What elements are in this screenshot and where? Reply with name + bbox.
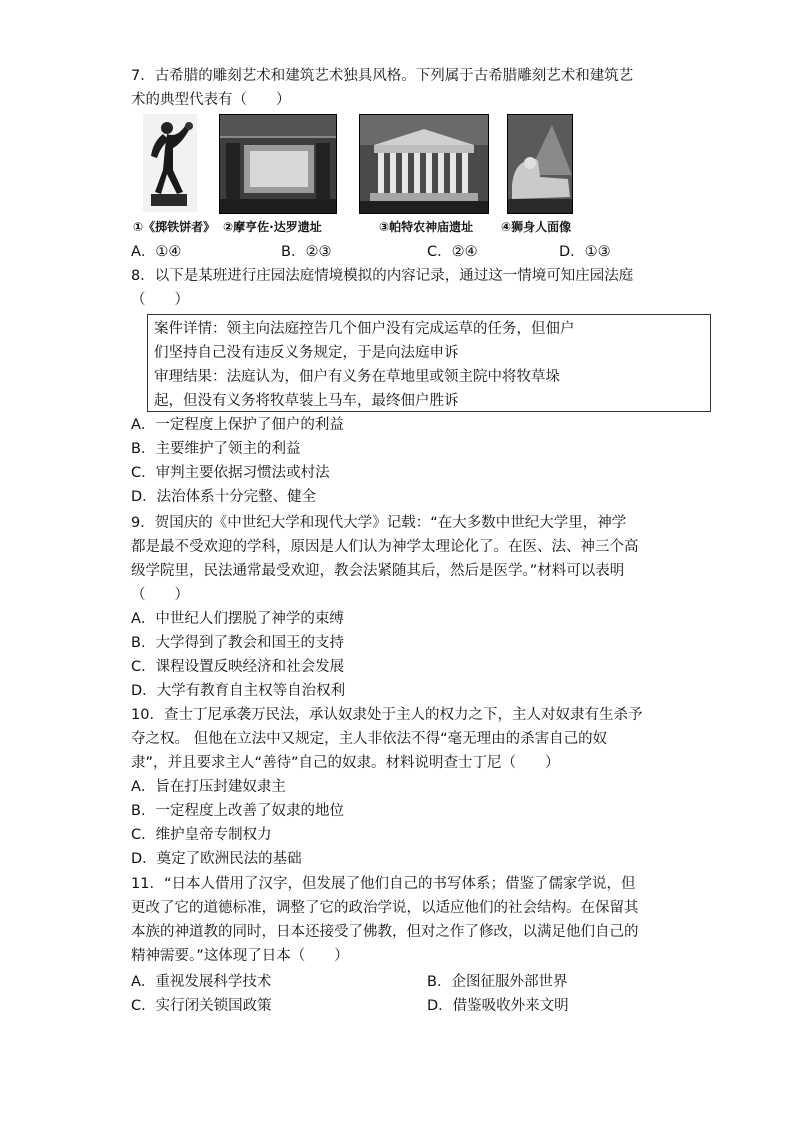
question-9-option-a[interactable]: A．中世纪人们摆脱了神学的束缚	[131, 611, 344, 627]
question-11-stem-line-1: 11．“日本人借用了汉字，但发展了他们自己的书写体系；借鉴了儒家学说，但	[131, 876, 636, 892]
question-9-options	[131, 607, 671, 703]
question-8-stem	[131, 264, 671, 312]
question-7-option-c[interactable]: C．②④	[427, 244, 478, 260]
question-8-option-b[interactable]: B．主要维护了领主的利益	[131, 441, 301, 457]
question-9-stem	[131, 511, 671, 607]
question-7-option-d[interactable]: D．①③	[559, 244, 611, 260]
question-8-option-a[interactable]: A．一定程度上保护了佃户的利益	[131, 417, 344, 433]
question-8-option-d[interactable]: D．法治体系十分完整、健全	[131, 489, 317, 505]
question-9-stem-line-4: （ ）	[131, 587, 189, 603]
caption-mohenjo-daro: ②摩亨佐·达罗遗址	[223, 220, 322, 234]
question-10-stem-line-1: 10．查士丁尼承袭万民法，承认奴隶处于主人的权力之下，主人对奴隶有生杀予	[131, 707, 643, 723]
question-11-stem-line-2: 更改了它的道德标准，调整了它的政治学说，以适应他们的社会结构。在保留其	[131, 900, 639, 916]
question-10-option-a[interactable]: A．旨在打压封建奴隶主	[131, 779, 286, 795]
question-10-option-d[interactable]: D．奠定了欧洲民法的基础	[131, 851, 302, 867]
question-10-stem-line-2: 夺之权。 但他在立法中又规定，主人非依法不得“毫无理由的杀害自己的奴	[131, 731, 608, 747]
material-line-4: 起，但没有义务将牧草装上马车，最终佃户胜诉	[154, 393, 459, 409]
caption-discobolus: ①《掷铁饼者》	[133, 220, 216, 234]
question-10-stem-line-3: 隶”，并且要求主人“善待”自己的奴隶。材料说明查士丁尼（ ）	[131, 755, 560, 771]
caption-parthenon: ③帕特农神庙遗址	[379, 220, 474, 234]
question-11-options-row-1	[131, 970, 631, 994]
question-11-stem	[131, 872, 671, 968]
question-7-option-a[interactable]: A．①④	[131, 244, 182, 260]
question-10-option-c[interactable]: C．维护皇帝专制权力	[131, 827, 272, 843]
mohenjo-daro-image	[219, 114, 337, 214]
question-9-stem-line-1: 9．贺国庆的《中世纪大学和现代大学》记载：“在大多数中世纪大学里，神学	[131, 515, 627, 531]
question-11-option-c[interactable]: C．实行闭关锁国政策	[131, 998, 272, 1014]
parthenon-image	[359, 114, 489, 214]
question-11-stem-line-4: 精神需要。”这体现了日本（ ）	[131, 948, 349, 964]
question-11-option-b[interactable]: B．企图征服外部世界	[427, 974, 568, 990]
question-10-stem	[131, 703, 671, 775]
question-8-stem-line-2: （ ）	[131, 292, 189, 308]
question-9-stem-line-3: 级学院里，民法通常最受欢迎，教会法紧随其后，然后是医学。”材料可以表明	[131, 563, 625, 579]
question-8-options	[131, 413, 671, 509]
material-line-2: 们坚持自己没有违反义务规定，于是向法庭申诉	[154, 345, 459, 361]
sphinx-image	[507, 114, 573, 214]
question-11-stem-line-3: 本族的神道教的同时，日本还接受了佛教，但对之作了修改，以满足他们自己的	[131, 924, 639, 940]
question-8-material-box	[147, 314, 711, 412]
caption-sphinx: ④狮身人面像	[501, 220, 572, 234]
question-7-option-b[interactable]: B．②③	[281, 244, 332, 260]
question-9-stem-line-2: 都是最不受欢迎的学科，原因是人们认为神学太理论化了。在医、法、神三个高	[131, 539, 639, 555]
question-7-stem	[131, 64, 671, 112]
question-7-stem-line-2: 术的典型代表有（ ）	[131, 92, 291, 108]
question-7-options	[131, 240, 631, 264]
question-11-options-row-2	[131, 994, 631, 1018]
material-line-1: 案件详情：领主向法庭控告几个佃户没有完成运草的任务，但佃户	[154, 321, 575, 337]
discobolus-image	[143, 114, 197, 212]
question-7-figures	[131, 114, 601, 214]
question-9-option-b[interactable]: B．大学得到了教会和国王的支持	[131, 635, 344, 651]
question-10-option-b[interactable]: B．一定程度上改善了奴隶的地位	[131, 803, 344, 819]
question-7-stem-line-1: 7．古希腊的雕刻艺术和建筑艺术独具风格。下列属于古希腊雕刻艺术和建筑艺	[131, 68, 634, 84]
question-10-options	[131, 775, 671, 871]
question-11-option-a[interactable]: A．重视发展科学技术	[131, 974, 272, 990]
question-9-option-d[interactable]: D．大学有教育自主权等自治权利	[131, 683, 346, 699]
question-11-option-d[interactable]: D．借鉴吸收外来文明	[427, 998, 569, 1014]
question-8-option-c[interactable]: C．审判主要依据习惯法或村法	[131, 465, 330, 481]
question-9-option-c[interactable]: C．课程设置反映经济和社会发展	[131, 659, 345, 675]
question-7-captions	[131, 218, 601, 236]
question-8-stem-line-1: 8．以下是某班进行庄园法庭情境模拟的内容记录，通过这一情境可知庄园法庭	[131, 268, 634, 284]
material-line-3: 审理结果：法庭认为，佃户有义务在草地里或领主院中将牧草垛	[154, 369, 560, 385]
